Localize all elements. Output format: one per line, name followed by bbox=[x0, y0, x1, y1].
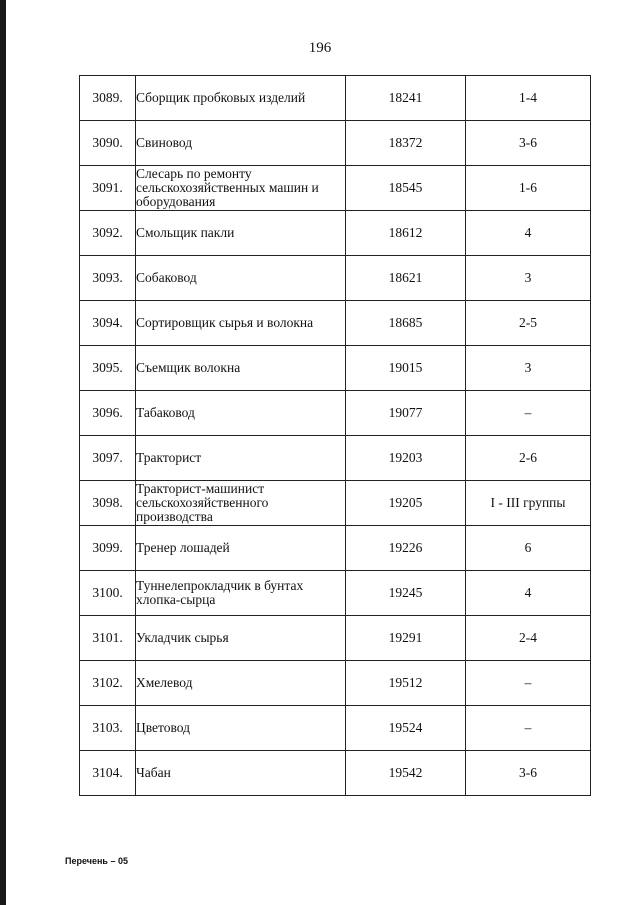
grade-range: 2-4 bbox=[466, 616, 591, 661]
table-row bbox=[80, 301, 591, 346]
row-number: 3092. bbox=[80, 211, 136, 256]
profession-name: Свиновод bbox=[136, 121, 346, 166]
table-row bbox=[80, 211, 591, 256]
profession-name: Сборщик пробковых изделий bbox=[136, 76, 346, 121]
table-row bbox=[80, 436, 591, 481]
row-number: 3101. bbox=[80, 616, 136, 661]
grade-range: 1-6 bbox=[466, 166, 591, 211]
table-row bbox=[80, 616, 591, 661]
table-row bbox=[80, 706, 591, 751]
row-number: 3104. bbox=[80, 751, 136, 796]
footer-label: Перечень – 05 bbox=[65, 856, 128, 866]
row-number: 3098. bbox=[80, 481, 136, 526]
profession-code: 19524 bbox=[346, 706, 466, 751]
grade-range: 3-6 bbox=[466, 751, 591, 796]
table-row bbox=[80, 481, 591, 526]
profession-code: 19205 bbox=[346, 481, 466, 526]
table-row bbox=[80, 751, 591, 796]
profession-code: 19015 bbox=[346, 346, 466, 391]
profession-code: 18621 bbox=[346, 256, 466, 301]
profession-code: 19203 bbox=[346, 436, 466, 481]
profession-code: 19542 bbox=[346, 751, 466, 796]
profession-name: Тракторист bbox=[136, 436, 346, 481]
profession-code: 18612 bbox=[346, 211, 466, 256]
row-number: 3089. bbox=[80, 76, 136, 121]
grade-range: I - III группы bbox=[466, 481, 591, 526]
row-number: 3103. bbox=[80, 706, 136, 751]
row-number: 3091. bbox=[80, 166, 136, 211]
grade-range: 3 bbox=[466, 346, 591, 391]
profession-code: 18685 bbox=[346, 301, 466, 346]
grade-range: 2-6 bbox=[466, 436, 591, 481]
row-number: 3102. bbox=[80, 661, 136, 706]
profession-code: 19245 bbox=[346, 571, 466, 616]
grade-range: – bbox=[466, 661, 591, 706]
profession-name: Табаковод bbox=[136, 391, 346, 436]
grade-range: 3-6 bbox=[466, 121, 591, 166]
profession-code: 18372 bbox=[346, 121, 466, 166]
table-row bbox=[80, 571, 591, 616]
profession-name: Хмелевод bbox=[136, 661, 346, 706]
table-row bbox=[80, 391, 591, 436]
table-row bbox=[80, 76, 591, 121]
grade-range: 3 bbox=[466, 256, 591, 301]
table-row bbox=[80, 166, 591, 211]
profession-code: 18241 bbox=[346, 76, 466, 121]
grade-range: 6 bbox=[466, 526, 591, 571]
row-number: 3099. bbox=[80, 526, 136, 571]
profession-code: 19226 bbox=[346, 526, 466, 571]
grade-range: 4 bbox=[466, 211, 591, 256]
profession-name: Тракторист-машинист сельскохозяйственного производства bbox=[136, 481, 346, 526]
row-number: 3097. bbox=[80, 436, 136, 481]
row-number: 3100. bbox=[80, 571, 136, 616]
row-number: 3096. bbox=[80, 391, 136, 436]
profession-name: Чабан bbox=[136, 751, 346, 796]
profession-name: Слесарь по ремонту сельскохозяйственных машин и оборудования bbox=[136, 166, 346, 211]
profession-name: Съемщик волокна bbox=[136, 346, 346, 391]
grade-range: 2-5 bbox=[466, 301, 591, 346]
profession-code: 19077 bbox=[346, 391, 466, 436]
profession-name: Тренер лошадей bbox=[136, 526, 346, 571]
profession-name: Сортировщик сырья и волокна bbox=[136, 301, 346, 346]
profession-name: Укладчик сырья bbox=[136, 616, 346, 661]
row-number: 3093. bbox=[80, 256, 136, 301]
profession-code: 19291 bbox=[346, 616, 466, 661]
profession-code: 19512 bbox=[346, 661, 466, 706]
table-row bbox=[80, 256, 591, 301]
table-row bbox=[80, 346, 591, 391]
table-row bbox=[80, 526, 591, 571]
row-number: 3094. bbox=[80, 301, 136, 346]
grade-range: – bbox=[466, 706, 591, 751]
profession-name: Туннелепрокладчик в бунтах хлопка-сырца bbox=[136, 571, 346, 616]
grade-range: 1-4 bbox=[466, 76, 591, 121]
professions-table bbox=[79, 75, 591, 796]
page-number: 196 bbox=[308, 40, 332, 56]
table-row bbox=[80, 661, 591, 706]
row-number: 3090. bbox=[80, 121, 136, 166]
profession-name: Смольщик пакли bbox=[136, 211, 346, 256]
grade-range: – bbox=[466, 391, 591, 436]
grade-range: 4 bbox=[466, 571, 591, 616]
scan-edge bbox=[0, 0, 6, 905]
row-number: 3095. bbox=[80, 346, 136, 391]
table-row bbox=[80, 121, 591, 166]
profession-name: Цветовод bbox=[136, 706, 346, 751]
profession-code: 18545 bbox=[346, 166, 466, 211]
profession-name: Собаковод bbox=[136, 256, 346, 301]
